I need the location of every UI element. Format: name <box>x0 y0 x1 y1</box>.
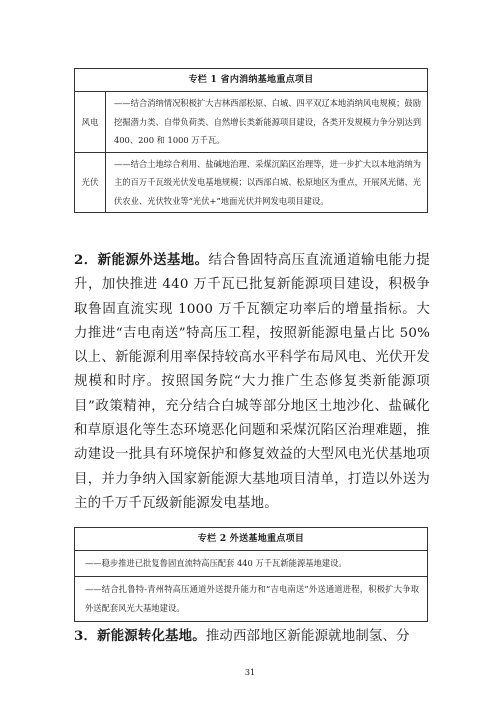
section-body-conversion-base: 推动西部地区新能源就地制氢、分 <box>205 629 410 644</box>
feature-box-2-title: 专栏 2 外送基地重点项目 <box>75 528 427 551</box>
section-paragraph-export-base <box>74 248 430 516</box>
feature-box-1 <box>74 68 428 213</box>
feature-row-wind <box>75 92 427 153</box>
feature-box-2-item: ——稳步推进已批复鲁固直流特高压配套 440 万千瓦新能源基地建设。 <box>75 551 427 577</box>
section-paragraph-conversion-base <box>74 624 430 649</box>
row-text-wind: ——结合消纳情况积极扩大吉林西部松原、白城、四平双辽本地消纳风电规模；鼓励挖掘潜力类、自带负荷类、自然增长类新能源项目建设，各类开发规模力争分别达到 400、200 和 1000 万千瓦。 <box>114 98 421 145</box>
section-body-export-base: 结合鲁固特高压直流通道输电能力提升，加快推进 440 万千瓦已批复新能源项目建设，积极争取鲁固直流实现 1000 万千瓦额定功率后的增量指标。大力推进“吉电南送”特高压工程，按照新能源电量占比 50%以上、新能源利用率保持较高水平科学布局风电、光伏开发规模和时序。按照国务院“大力推广生态修复类新能源项目”政策精神，充分结合白城等部分地区土地沙化、盐碱化和草原退化等生态环境恶化问题和采煤沉陷区治理难题，推动建设一批具有环境保护和修复效益的大型风电光伏基地项目，并力争纳入国家新能源大基地项目清单，打造以外送为主的千万千瓦级新能源发电基地。 <box>74 253 430 511</box>
feature-box-1-title: 专栏 1 省内消纳基地重点项目 <box>75 69 427 92</box>
feature-row-solar <box>75 153 427 213</box>
section-heading-export-base: 2．新能源外送基地。 <box>74 252 209 268</box>
feature-box-2-item: ——结合扎鲁特-青州特高压通道外送提升能力和“吉电南送”外送通道进程，积极扩大争取外送配套风光大基地建设。 <box>85 584 419 613</box>
row-text-solar: ——结合土地综合利用、盐碱地治理、采煤沉陷区治理等，进一步扩大以本地消纳为主的百万千瓦级光伏发电基地规模；以西部白城、松原地区为重点，开展风光储、光伏农业、光伏牧业等“光伏+”地面光伏并网发电项目建设。 <box>114 158 421 206</box>
row-label-solar: 光伏 <box>75 153 106 213</box>
page-number: 31 <box>244 668 256 677</box>
feature-box-2 <box>74 527 428 622</box>
row-label-wind: 风电 <box>75 92 106 152</box>
section-heading-conversion-base: 3．新能源转化基地。 <box>74 628 206 644</box>
